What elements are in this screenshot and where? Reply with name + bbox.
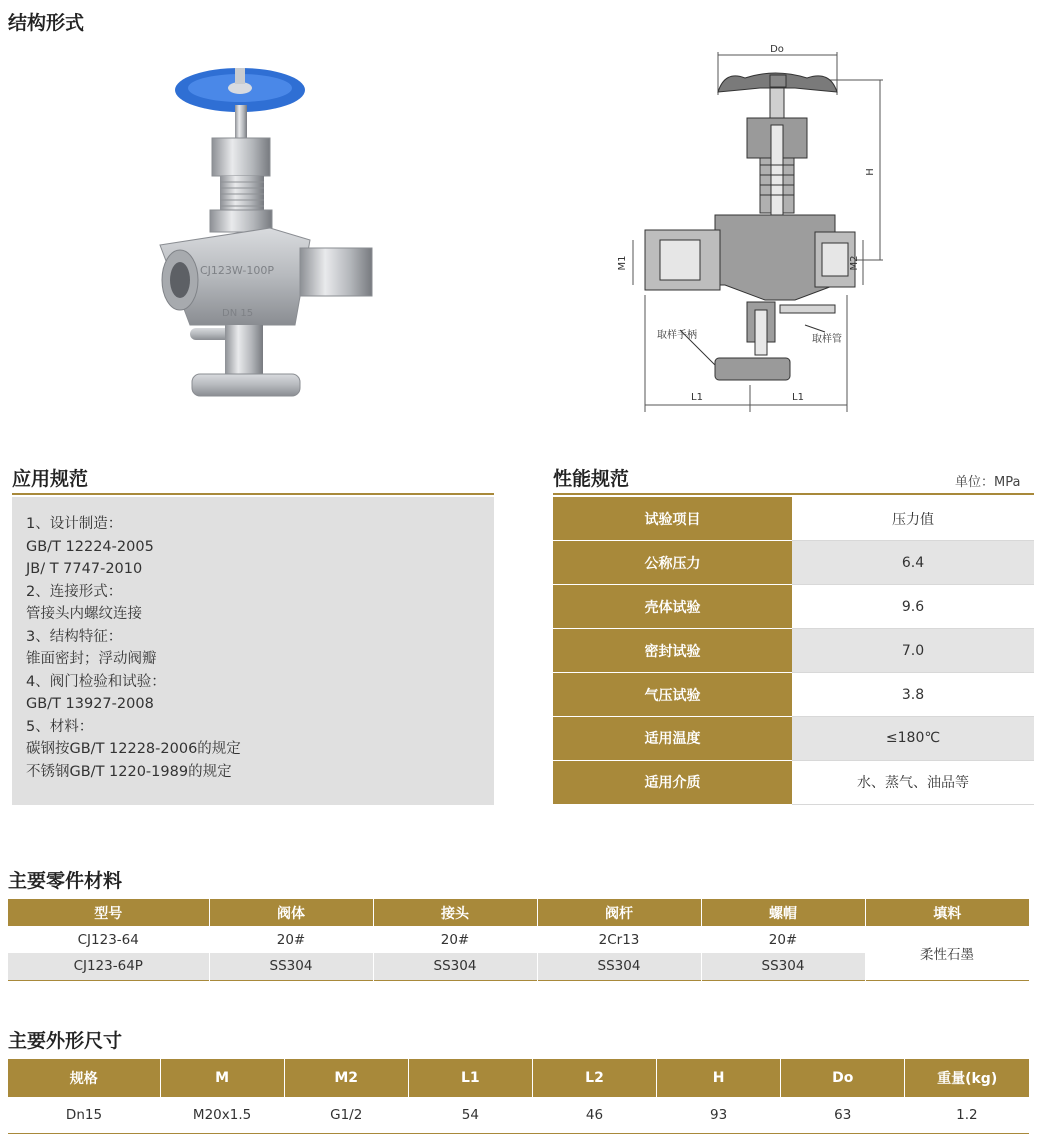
drawing-l1-right-label: L1 xyxy=(792,392,804,403)
perf-value: 3.8 xyxy=(792,673,1034,717)
drawing-sample-tube-label: 取样管 xyxy=(812,334,842,345)
drawing-m1-label: M1 xyxy=(617,255,628,271)
perf-key: 试验项目 xyxy=(553,497,792,541)
mat-cell: 20# xyxy=(373,926,537,953)
perf-key: 壳体试验 xyxy=(553,585,792,629)
table-row xyxy=(553,673,1034,717)
application-line: JB/ T 7747-2010 xyxy=(26,561,143,577)
dim-header: H xyxy=(657,1059,781,1097)
mat-cell: SS304 xyxy=(373,953,537,980)
section-rule-application xyxy=(12,493,494,495)
perf-value: ≤180℃ xyxy=(792,716,1034,760)
dim-cell: 54 xyxy=(408,1097,532,1133)
table-row xyxy=(553,497,1034,541)
section-rule-performance xyxy=(553,493,1034,495)
application-line: GB/T 13927-2008 xyxy=(26,696,154,712)
section-title-application: 应用规范 xyxy=(12,468,89,490)
drawing-h-label: H xyxy=(865,168,876,176)
application-spec-box xyxy=(12,497,494,805)
table-row xyxy=(553,585,1034,629)
table-row xyxy=(553,541,1034,585)
mat-header: 螺帽 xyxy=(701,899,865,926)
mat-header: 填料 xyxy=(865,899,1029,926)
perf-value: 水、蒸气、油品等 xyxy=(792,760,1034,804)
table-row xyxy=(553,760,1034,804)
dim-cell: 63 xyxy=(781,1097,905,1133)
mat-cell: CJ123-64P xyxy=(8,953,209,980)
perf-key: 适用介质 xyxy=(553,760,792,804)
drawing-sample-handle-label: 取样手柄 xyxy=(657,330,697,341)
perf-key: 适用温度 xyxy=(553,716,792,760)
perf-value: 7.0 xyxy=(792,629,1034,673)
section-title-structure: 结构形式 xyxy=(8,12,85,34)
dim-header: L1 xyxy=(408,1059,532,1097)
table-row xyxy=(553,629,1034,673)
materials-table xyxy=(8,899,1030,981)
mat-header: 型号 xyxy=(8,899,209,926)
mat-cell: 20# xyxy=(209,926,373,953)
mat-cell: SS304 xyxy=(701,953,865,980)
mat-cell: 2Cr13 xyxy=(537,926,701,953)
application-line: 1、设计制造： xyxy=(26,516,123,532)
section-title-dimensions: 主要外形尺寸 xyxy=(8,1030,123,1052)
perf-key: 密封试验 xyxy=(553,629,792,673)
mat-header: 接头 xyxy=(373,899,537,926)
table-row xyxy=(553,716,1034,760)
dim-header: M xyxy=(160,1059,284,1097)
table-header-row xyxy=(8,1059,1029,1097)
perf-key: 气压试验 xyxy=(553,673,792,717)
table-header-row xyxy=(8,899,1029,926)
dim-header: L2 xyxy=(532,1059,656,1097)
dim-header: 重量(kg) xyxy=(905,1059,1029,1097)
mat-cell: SS304 xyxy=(209,953,373,980)
dn-marking: DN 15 xyxy=(222,308,254,319)
dim-header: 规格 xyxy=(8,1059,160,1097)
application-line: 锥面密封；浮动阀瓣 xyxy=(26,651,157,667)
application-line: 碳钢按GB/T 12228-2006的规定 xyxy=(26,741,241,757)
mat-cell: CJ123-64 xyxy=(8,926,209,953)
dim-cell: 1.2 xyxy=(905,1097,1029,1133)
dimensions-table xyxy=(8,1059,1029,1134)
table-row xyxy=(8,1097,1029,1133)
dim-header: M2 xyxy=(284,1059,408,1097)
perf-key: 公称压力 xyxy=(553,541,792,585)
application-line: 2、连接形式： xyxy=(26,583,123,600)
dim-header: Do xyxy=(781,1059,905,1097)
perf-value: 压力值 xyxy=(792,497,1034,541)
application-line: 5、材料： xyxy=(26,718,94,735)
application-line: 4、阀门检验和试验： xyxy=(26,673,166,690)
application-line: 3、结构特征： xyxy=(26,628,123,645)
mat-cell: SS304 xyxy=(537,953,701,980)
perf-value: 6.4 xyxy=(792,541,1034,585)
application-line: 管接头内螺纹连接 xyxy=(26,606,142,622)
table-row xyxy=(8,926,1029,953)
dim-cell: 46 xyxy=(532,1097,656,1133)
mat-header: 阀杆 xyxy=(537,899,701,926)
application-line: 不锈钢GB/T 1220-1989的规定 xyxy=(26,763,232,780)
dim-cell: G1/2 xyxy=(284,1097,408,1133)
perf-value: 9.6 xyxy=(792,585,1034,629)
mat-packing-cell: 柔性石墨 xyxy=(865,926,1029,980)
valve-photo xyxy=(150,60,390,405)
performance-table xyxy=(553,497,1034,805)
section-title-performance: 性能规范 xyxy=(553,468,630,490)
drawing-m2-label: M2 xyxy=(849,255,860,271)
drawing-do-label: Do xyxy=(770,44,784,55)
mat-cell: 20# xyxy=(701,926,865,953)
mat-header: 阀体 xyxy=(209,899,373,926)
drawing-l1-left-label: L1 xyxy=(691,392,703,403)
application-line: GB/T 12224-2005 xyxy=(26,538,154,555)
body-marking: CJ123W-100P xyxy=(200,264,274,277)
dim-cell: 93 xyxy=(657,1097,781,1133)
valve-drawing xyxy=(615,40,885,415)
dim-cell: Dn15 xyxy=(8,1097,160,1133)
dim-cell: M20x1.5 xyxy=(160,1097,284,1133)
unit-label: 单位：MPa xyxy=(955,475,1021,490)
section-title-materials: 主要零件材料 xyxy=(8,870,123,892)
